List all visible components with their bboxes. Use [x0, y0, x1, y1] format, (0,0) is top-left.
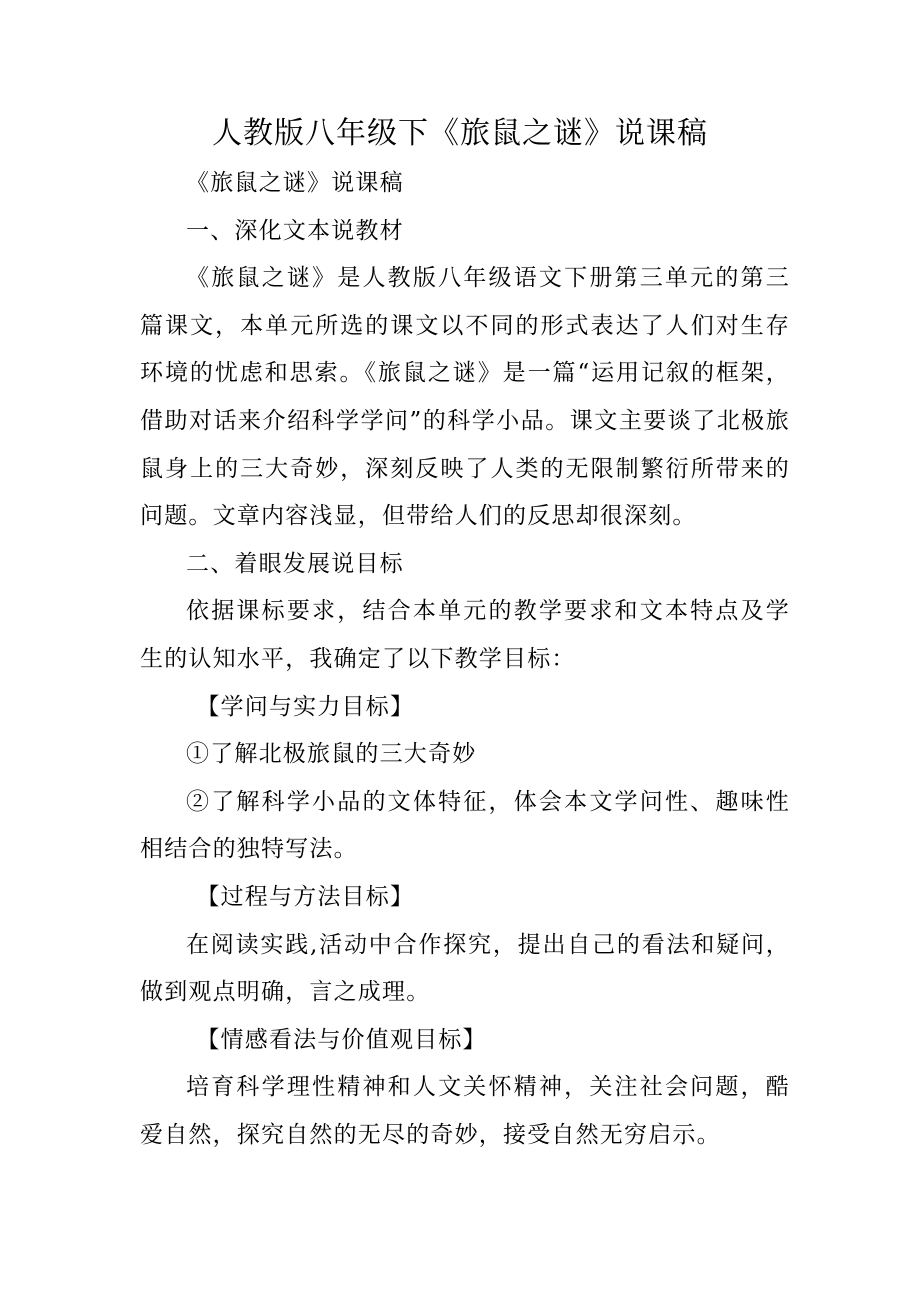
paragraph: 依据课标要求，结合本单元的教学要求和文本特点及学生的认知水平，我确定了以下教学目标：	[140, 598, 790, 672]
document-body	[140, 160, 790, 1159]
paragraph: 培育科学理性精神和人文关怀精神，关注社会问题，酷爱自然，探究自然的无尽的奇妙，接受自然无穷启示。	[140, 1074, 790, 1148]
paragraph: 《旅鼠之谜》是人教版八年级语文下册第三单元的第三篇课文，本单元所选的课文以不同的形式表达了人们对生存环境的忧虑和思索。《旅鼠之谜》是一篇“运用记叙的框架，借助对话来介绍科学学问”的科学小品。课文主要谈了北极旅鼠身上的三大奇妙，深刻反映了人类的无限制繁衍所带来的问题。文章内容浅显，但带给人们的反思却很深刻。	[140, 265, 790, 530]
objective-heading: 【情感看法与价值观目标】	[196, 1026, 487, 1053]
list-item: ②了解科学小品的文体特征，体会本文学问性、趣味性相结合的独特写法。	[140, 788, 790, 863]
document-title: 人教版八年级下《旅鼠之谜》说课稿	[212, 116, 708, 151]
subtitle: 《旅鼠之谜》说课稿	[186, 170, 404, 196]
section-heading: 二、着眼发展说目标	[186, 550, 404, 577]
section-heading: 一、深化文本说教材	[186, 217, 404, 244]
paragraph: 在阅读实践,活动中合作探究，提出自己的看法和疑问，做到观点明确，言之成理。	[140, 931, 790, 1006]
objective-heading: 【学问与实力目标】	[196, 693, 415, 720]
list-item: ①了解北极旅鼠的三大奇妙	[186, 741, 477, 768]
objective-heading: 【过程与方法目标】	[196, 883, 415, 910]
